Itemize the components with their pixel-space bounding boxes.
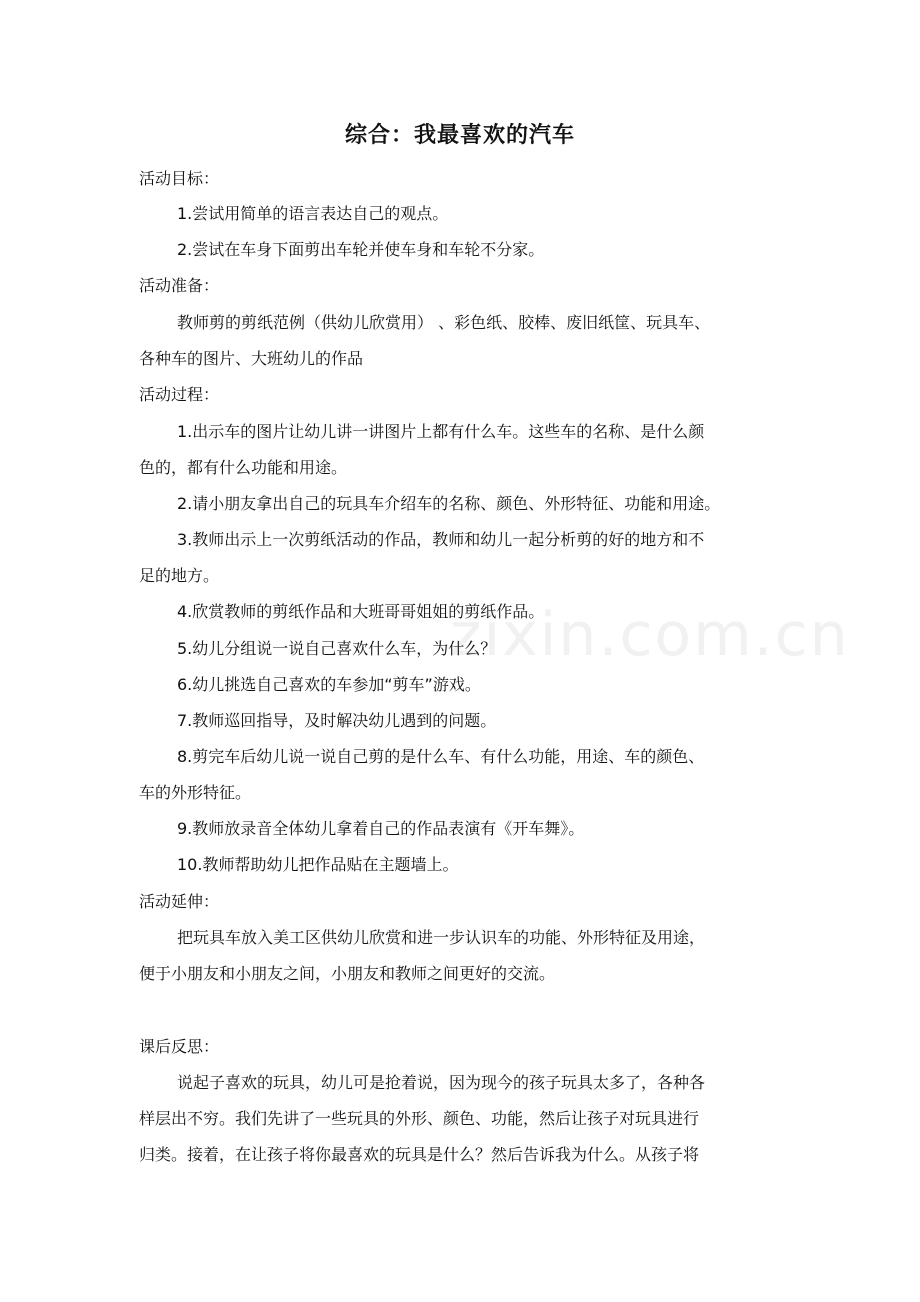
section-heading-goals: 活动目标：	[139, 169, 220, 188]
watermark: zixin.com.cn	[450, 600, 850, 670]
paragraph-line: 8.剪完车后幼儿说一说自己剪的是什么车、有什么功能，用途、车的颜色、	[177, 747, 705, 766]
paragraph-line: 10.教师帮助幼儿把作品贴在主题墙上。	[177, 855, 459, 874]
paragraph-line: 7.教师巡回指导，及时解决幼儿遇到的问题。	[177, 711, 497, 730]
section-heading-process: 活动过程：	[139, 385, 220, 404]
paragraph-line: 5.幼儿分组说一说自己喜欢什么车，为什么？	[177, 639, 497, 658]
paragraph-line: 把玩具车放入美工区供幼儿欣赏和进一步认识车的功能、外形特征及用途，	[177, 928, 706, 947]
paragraph-line: 1.出示车的图片让幼儿讲一讲图片上都有什么车。这些车的名称、是什么颜	[177, 422, 705, 441]
paragraph-line: 归类。接着，在让孩子将你最喜欢的玩具是什么？然后告诉我为什么。从孩子将	[139, 1145, 700, 1164]
paragraph-line: 9.教师放录音全体幼儿拿着自己的作品表演有《开车舞》。	[177, 819, 585, 838]
paragraph-line: 色的，都有什么功能和用途。	[139, 458, 348, 477]
paragraph-line: 说起子喜欢的玩具，幼儿可是抢着说，因为现今的孩子玩具太多了，各种各	[177, 1073, 706, 1092]
document-title: 综合：我最喜欢的汽车	[344, 123, 575, 148]
paragraph-line: 车的外形特征。	[139, 783, 252, 802]
paragraph-line: 教师剪的剪纸范例（供幼儿欣赏用） 、彩色纸、胶棒、废旧纸筐、玩具车、	[177, 313, 711, 332]
section-heading-prep: 活动准备：	[139, 276, 220, 295]
paragraph-line: 便于小朋友和小朋友之间，小朋友和教师之间更好的交流。	[139, 964, 556, 983]
paragraph-line: 1.尝试用简单的语言表达自己的观点。	[177, 204, 449, 223]
paragraph-line: 3.教师出示上一次剪纸活动的作品，教师和幼儿一起分析剪的好的地方和不	[177, 530, 705, 549]
paragraph-line: 4.欣赏教师的剪纸作品和大班哥哥姐姐的剪纸作品。	[177, 602, 545, 621]
section-heading-extension: 活动延伸：	[139, 892, 220, 911]
paragraph-line: 足的地方。	[139, 566, 220, 585]
paragraph-line: 2.尝试在车身下面剪出车轮并使车身和车轮不分家。	[177, 240, 545, 259]
paragraph-line: 2.请小朋友拿出自己的玩具车介绍车的名称、颜色、外形特征、功能和用途。	[177, 494, 721, 513]
paragraph-line: 6.幼儿挑选自己喜欢的车参加“剪车”游戏。	[177, 675, 481, 694]
paragraph-line: 样层出不穷。我们先讲了一些玩具的外形、颜色、功能，然后让孩子对玩具进行	[139, 1109, 700, 1128]
section-heading-reflection: 课后反思：	[139, 1037, 220, 1056]
paragraph-line: 各种车的图片、大班幼儿的作品	[139, 349, 364, 368]
